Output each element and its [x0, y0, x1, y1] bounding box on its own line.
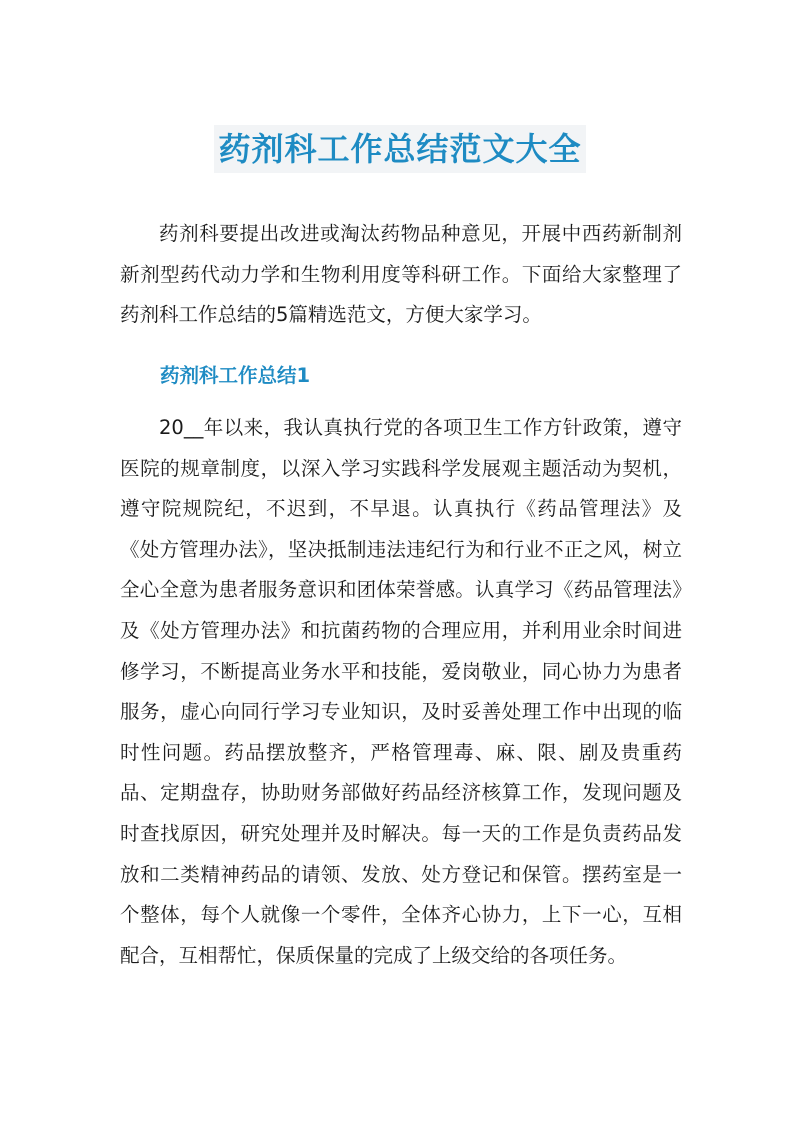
- section-heading-1: 药剂科工作总结1: [160, 364, 311, 387]
- title-container: [0, 104, 800, 195]
- intro-paragraph: 药剂科要提出改进或淘汰药物品种意见，开展中西药新制剂新剂型药代动力学和生物利用度等科研工作。下面给大家整理了药剂科工作总结的5篇精选范文，方便大家学习。: [120, 222, 682, 327]
- document-title: 药剂科工作总结范文大全: [214, 125, 585, 173]
- section-paragraph-1: 20__年以来，我认真执行党的各项卫生工作方针政策，遵守医院的规章制度，以深入学习实践科学发展观主题活动为契机，遵守院规院纪，不迟到，不早退。认真执行《药品管理法》及《处方管理办法》，坚决抵制违法违纪行为和行业不正之风，树立全心全意为患者服务意识和团体荣誉感。认真学习《药品管理法》及《处方管理办法》和抗菌药物的合理应用，并利用业余时间进修学习，不断提高业务水平和技能，爱岗敬业，同心协力为患者服务，虚心向同行学习专业知识，及时妥善处理工作中出现的临时性问题。药品摆放整齐，严格管理毒、麻、限、剧及贵重药品、定期盘存，协助财务部做好药品经济核算工作，发现问题及时查找原因，研究处理并及时解决。每一天的工作是负责药品发放和二类精神药品的请领、发放、处方登记和保管。摆药室是一个整体，每个人就像一个零件，全体齐心协力，上下一心，互相配合，互相帮忙，保质保量的完成了上级交给的各项任务。: [120, 416, 682, 967]
